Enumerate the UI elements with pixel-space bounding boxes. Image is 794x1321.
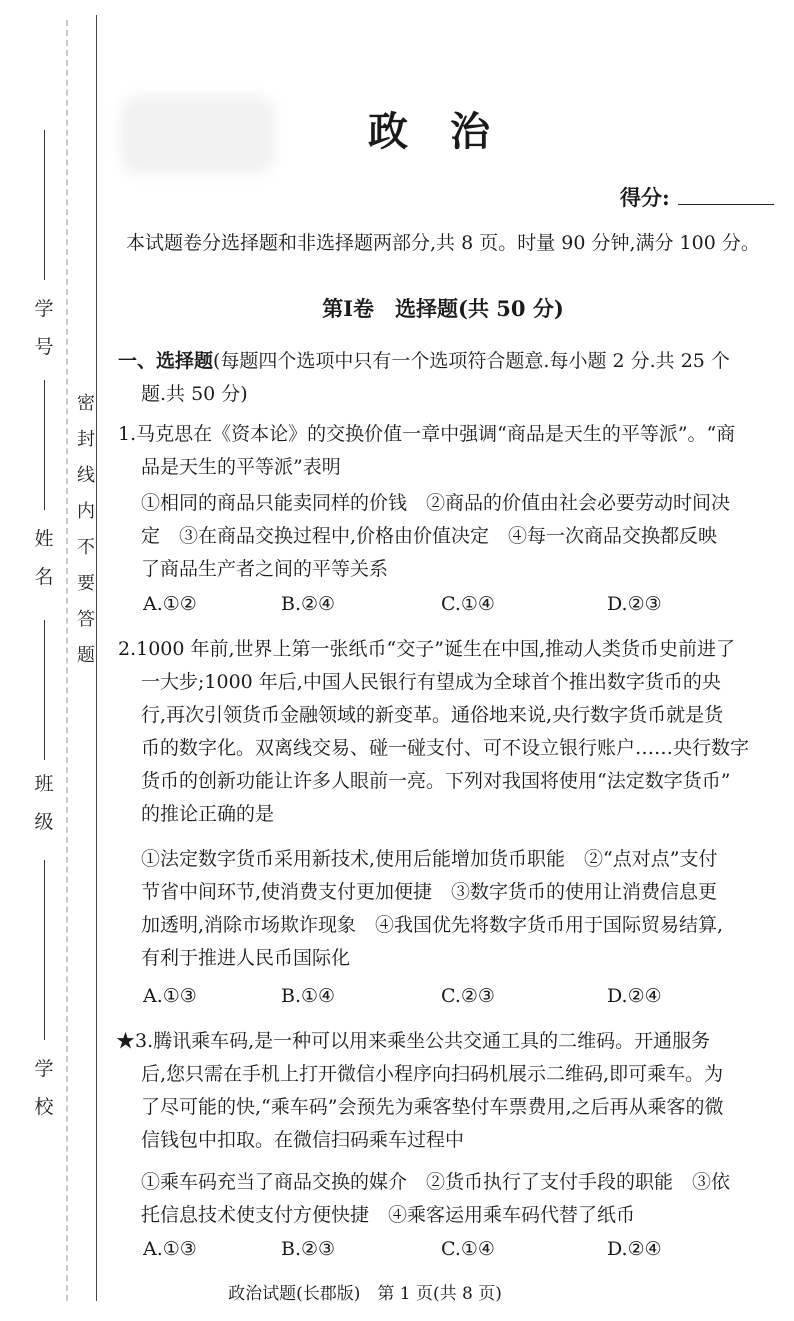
option-c[interactable]: C.②③ bbox=[441, 985, 495, 1007]
score-blank bbox=[678, 204, 774, 205]
statement-line: 了商品生产者之间的平等关系 bbox=[141, 558, 389, 580]
question-1-statements bbox=[141, 487, 777, 586]
stem-line: 2.1000 年前,世界上第一张纸币“交子”诞生在中国,推动人类货币史前进了 bbox=[118, 638, 736, 660]
question-3-options bbox=[141, 1238, 761, 1271]
stem-line: 后,您只需在手机上打开微信小程序向扫码机展示二维码,即可乘车。为 bbox=[141, 1063, 724, 1085]
option-a[interactable]: A.①③ bbox=[143, 1238, 197, 1260]
stem-line: 了尽可能的快,“乘车码”会预先为乘客垫付车票费用,之后再从乘客的微 bbox=[141, 1096, 724, 1118]
statement-line: ①相同的商品只能卖同样的价钱 ②商品的价值由社会必要劳动时间决 bbox=[141, 492, 731, 514]
stem-line: 3.腾讯乘车码,是一种可以用来乘坐公共交通工具的二维码。开通服务 bbox=[135, 1030, 711, 1052]
xingming-blank-line-top bbox=[44, 380, 45, 510]
stem-line: 行,再次引领货币金融领域的新变革。通俗地来说,央行数字货币就是货 bbox=[141, 704, 724, 726]
option-b[interactable]: B.②④ bbox=[281, 593, 336, 615]
question-2-options bbox=[141, 985, 761, 1018]
option-a[interactable]: A.①③ bbox=[143, 985, 197, 1007]
section-title: 第Ⅰ卷 选择题(共 50 分) bbox=[322, 296, 564, 321]
binding-dashed-line bbox=[66, 20, 68, 1301]
option-d[interactable]: D.②④ bbox=[607, 1238, 662, 1260]
banji-label: 班 级 bbox=[34, 773, 54, 833]
question-2-statements bbox=[141, 843, 777, 975]
option-d[interactable]: D.②④ bbox=[607, 985, 662, 1007]
xuexiao-label: 学 校 bbox=[34, 1058, 54, 1118]
statement-line: ①法定数字货币采用新技术,使用后能增加货币职能 ②“点对点”支付 bbox=[141, 848, 718, 870]
option-b[interactable]: B.①④ bbox=[281, 985, 336, 1007]
part1-heading-bold: 一、选择题 bbox=[118, 350, 214, 372]
part1-heading-line2: 题.共 50 分) bbox=[141, 383, 248, 405]
option-a[interactable]: A.①② bbox=[143, 593, 197, 615]
page-title: 政治 bbox=[368, 108, 532, 155]
stem-line: 一大步;1000 年后,中国人民银行有望成为全球首个推出数字货币的央 bbox=[141, 671, 721, 693]
exam-intro: 本试题卷分选择题和非选择题两部分,共 8 页。时量 90 分钟,满分 100 分。 bbox=[126, 232, 760, 254]
part1-heading-rest: (每题四个选项中只有一个选项符合题意.每小题 2 分.共 25 个 bbox=[213, 350, 730, 372]
option-b[interactable]: B.②③ bbox=[281, 1238, 336, 1260]
statement-line: 定 ③在商品交换过程中,价格由价值决定 ④每一次商品交换都反映 bbox=[141, 525, 718, 547]
stem-line: 的推论正确的是 bbox=[141, 803, 275, 825]
question-3-stem-cont bbox=[141, 1058, 777, 1157]
star-icon: ★ bbox=[116, 1030, 136, 1052]
stem-line: 1.马克思在《资本论》的交换价值一章中强调“商品是天生的平等派”。“商 bbox=[118, 423, 736, 445]
option-c[interactable]: C.①④ bbox=[441, 1238, 495, 1260]
question-2-stem-cont bbox=[141, 666, 777, 831]
xingming-label: 姓 名 bbox=[34, 528, 54, 588]
question-1-options bbox=[141, 593, 761, 626]
banji-blank-line bbox=[44, 620, 45, 760]
statement-line: 托信息技术使支付方便快捷 ④乘客运用乘车码代替了纸币 bbox=[141, 1204, 636, 1226]
part1-heading bbox=[118, 345, 778, 378]
question-2-stem bbox=[118, 633, 778, 666]
stem-line: 信钱包中扣取。在微信扫码乘车过程中 bbox=[141, 1129, 465, 1151]
xuexiao-blank-line bbox=[44, 860, 45, 1040]
xuehao-label: 学 号 bbox=[34, 298, 54, 358]
option-c[interactable]: C.①④ bbox=[441, 593, 495, 615]
question-3-stem bbox=[116, 1025, 776, 1058]
statement-line: 加透明,消除市场欺诈现象 ④我国优先将数字货币用于国际贸易结算, bbox=[141, 914, 724, 936]
stem-line: 货币的创新功能让许多人眼前一亮。下列对我国将使用“法定数字货币” bbox=[141, 770, 731, 792]
question-1-stem bbox=[118, 418, 778, 451]
question-1-stem-cont bbox=[141, 451, 777, 484]
page-footer: 政治试题(长郡版) 第 1 页(共 8 页) bbox=[228, 1284, 502, 1304]
statement-line: 节省中间环节,使消费支付更加便捷 ③数字货币的使用让消费信息更 bbox=[141, 881, 718, 903]
question-3-statements bbox=[141, 1166, 777, 1232]
stem-line: 品是天生的平等派”表明 bbox=[141, 456, 341, 478]
option-d[interactable]: D.②③ bbox=[607, 593, 662, 615]
statement-line: 有利于推进人民币国际化 bbox=[141, 947, 351, 969]
score-label: 得分: bbox=[620, 185, 670, 210]
statement-line: ①乘车码充当了商品交换的媒介 ②货币执行了支付手段的职能 ③依 bbox=[141, 1171, 731, 1193]
stem-line: 币的数字化。双离线交易、碰一碰支付、可不设立银行账户……央行数字 bbox=[141, 737, 750, 759]
seal-warning-text: 密 封 线 内 不 要 答 题 bbox=[77, 393, 95, 666]
